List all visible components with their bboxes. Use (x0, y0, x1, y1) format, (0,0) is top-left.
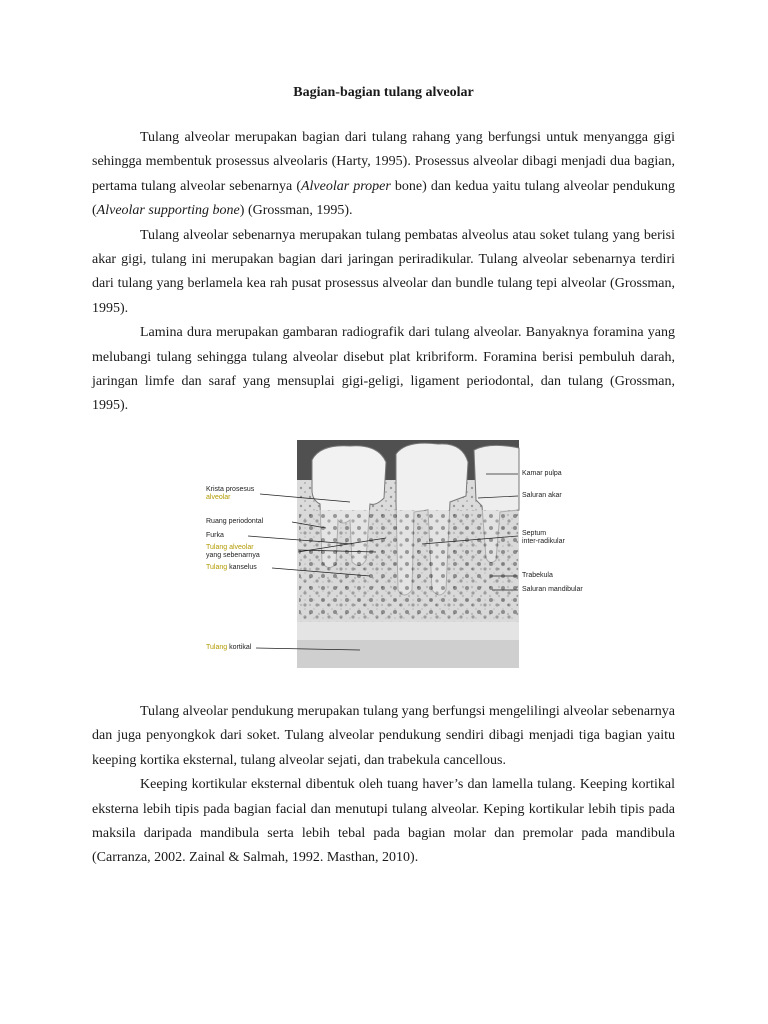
document-body-continued (92, 700, 675, 871)
p1-text-b: bone) dan kedua yaitu tulang alveolar pendukung ( (92, 178, 675, 219)
document-body (92, 84, 675, 419)
paragraph-5: Keeping kortikular eksternal dibentuk oleh tuang haver’s dan lamella tulang. Keeping kortikal eksterna lebih tipis pada bagian facial dan menutupi tulang alveolar. Keping kortikular lebih tipis pada maksila daripada mandibula serta lebih tebal pada bagian molar dan premolar pada mandibula (Carranza, 2002. Zainal & Salmah, 1992. Masthan, 2010). (92, 777, 675, 866)
label-tulang-alveolar-sebenarnya: Tulang alveolar yang sebenarnya (206, 544, 260, 559)
label-saluran-akar: Saluran akar (522, 492, 562, 499)
jaw-section-figure (200, 440, 620, 670)
p1-text-c: ) (Grossman, 1995). (239, 203, 353, 219)
paragraph-1 (92, 126, 675, 224)
page-title: Bagian-bagian tulang alveolar (293, 85, 474, 100)
label-kamar-pulpa: Kamar pulpa (522, 470, 562, 477)
label-trabekula: Trabekula (522, 572, 553, 579)
paragraph-4: Tulang alveolar pendukung merupakan tulang yang berfungsi mengelilingi alveolar sebenarnya dan juga penyongkok dari soket. Tulang alveolar pendukung sendiri dibagi menjadi tiga bagian yaitu keeping kortika eksternal, tulang alveolar sejati, dan trabekula cancellous. (92, 704, 675, 768)
label-krista: Krista prosesus alveolar (206, 486, 255, 501)
label-septum: Septum inter-radikular (522, 530, 565, 545)
p1-text-a: Tulang alveolar merupakan bagian dari tulang rahang yang berfungsi untuk menyangga gigi sehingga membentuk prosessus alveolaris (Harty, 1995). Prosessus alveolar dibagi menjadi dua bagian, pertama tulang alveolar sebenarnya ( (92, 130, 675, 194)
label-saluran-mandibular: Saluran mandibular (522, 586, 583, 593)
paragraph-2: Tulang alveolar sebenarnya merupakan tulang pembatas alveolus atau soket tulang yang berisi akar gigi, tulang ini merupakan bagian dari jaringan periradikular. Tulang alveolar sebenarnya terdiri dari tulang yang berlamela kea rah pusat prosessus alveolar dan bundle tulang tepi alveolar (Grossman, 1995). (92, 227, 675, 316)
label-tulang-kanselus: Tulang kanselus (206, 564, 257, 571)
p1-italic-2: Alveolar supporting bone (96, 203, 240, 219)
label-furka: Furka (206, 532, 224, 539)
label-tulang-kortikal: Tulang kortikal (206, 644, 252, 651)
p1-italic-1: Alveolar proper (300, 178, 391, 194)
label-ruang-periodontal: Ruang periodontal (206, 518, 264, 525)
paragraph-3: Lamina dura merupakan gambaran radiografik dari tulang alveolar. Banyaknya foramina yang melubangi tulang sehingga tulang alveolar disebut plat kribriform. Foramina berisi pembuluh darah, jaringan limfe dan saraf yang mensuplai gigi-geligi, ligament periodontal, dan tulang (Grossman, 1995). (92, 325, 675, 414)
